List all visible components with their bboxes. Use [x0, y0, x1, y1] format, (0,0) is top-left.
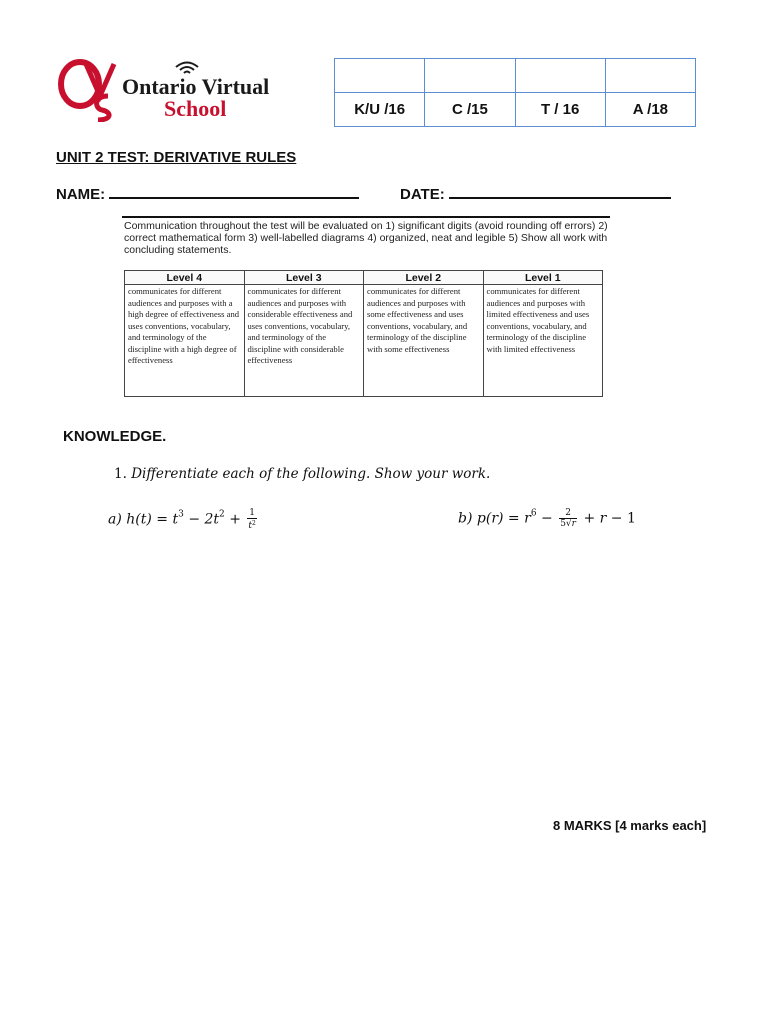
part-a-fraction-denominator [247, 519, 256, 531]
part-b-fraction-denominator [559, 519, 577, 529]
rubric-header-level-1: Level 1 [483, 271, 603, 285]
part-a-term2-exponent: 2 [219, 509, 225, 520]
date-field[interactable] [400, 186, 671, 203]
marks-box-c[interactable] [425, 59, 515, 93]
date-label: DATE: [400, 186, 445, 203]
question-1a-expression [108, 508, 259, 531]
part-a-lhs: h(t) [126, 511, 152, 528]
part-b-op2: + [583, 510, 596, 527]
part-b-term3: r [599, 510, 607, 527]
part-b-label: b) [458, 510, 473, 527]
marks-box-a[interactable] [605, 59, 695, 93]
rubric-cell-level-4: communicates for different audiences and purposes with a high degree of effectiveness and uses conventions, vocabulary, and terminology of the discipline with a high degree of effectiveness [125, 285, 245, 397]
part-b-den-var: r [571, 519, 576, 529]
date-blank[interactable] [449, 196, 671, 199]
marks-box-t[interactable] [515, 59, 605, 93]
question-number: 1. [114, 466, 127, 482]
logo-text-school: School [164, 96, 227, 121]
question-text: Differentiate each of the following. Show your work. [131, 466, 491, 482]
rubric-header-level-4: Level 4 [125, 271, 245, 285]
part-a-op1: − [188, 511, 201, 528]
marks-label-t: T / 16 [515, 93, 605, 127]
rubric-header-level-3: Level 3 [244, 271, 364, 285]
part-b-term1-exponent: 6 [530, 508, 537, 519]
rubric-cell-level-2: communicates for different audiences and purposes with some effectiveness and uses conventions, vocabulary, and terminology of the discipline with some effectiveness [364, 285, 484, 397]
part-b-lhs: p(r) [476, 510, 504, 527]
question-1 [114, 466, 490, 482]
rubric-header-level-2: Level 2 [364, 271, 484, 285]
part-a-label: a) [108, 511, 122, 528]
question-1b-expression [458, 508, 636, 529]
marks-note: 8 MARKS [4 marks each] [553, 818, 707, 833]
marks-label-a: A /18 [605, 93, 695, 127]
part-b-fraction-numerator: 2 [559, 508, 577, 519]
rubric-cell-level-3: communicates for different audiences and purposes with considerable effectiveness and uses conventions, vocabulary, and terminology of the discipline with considerable effectiveness [244, 285, 364, 397]
divider [122, 216, 610, 218]
section-heading-knowledge: KNOWLEDGE. [63, 428, 167, 445]
part-a-op2: + [229, 511, 241, 528]
part-b-den-radical: √ [565, 519, 572, 529]
name-label: NAME: [56, 186, 106, 203]
part-b-fraction [559, 508, 577, 529]
ovs-logo-icon [56, 56, 120, 122]
marks-label-c: C /15 [425, 93, 515, 127]
marks-label-ku: K/U /16 [335, 93, 425, 127]
part-a-term1: t [172, 511, 179, 528]
part-a-term1-exponent: 3 [178, 509, 184, 520]
communication-note: Communication throughout the test will be evaluated on 1) significant digits (avoid rounding off errors) 2) correct mathematical form 3) well-labelled diagrams 4) organized, neat and legible 5) Show all work with concluding statements. [124, 220, 608, 256]
test-title: UNIT 2 TEST: DERIVATIVE RULES [56, 149, 297, 166]
part-b-equals: = [507, 510, 520, 527]
logo-text-ontario-virtual: Ontario Virtual [122, 74, 270, 99]
communication-rubric [124, 270, 603, 397]
name-field[interactable] [56, 186, 359, 203]
part-a-equals: = [156, 511, 169, 528]
marks-table [334, 58, 696, 127]
part-a-fraction [247, 508, 256, 531]
part-a-den-var: t [248, 521, 253, 531]
part-b-term4: 1 [626, 510, 636, 527]
part-b-term1: r [524, 510, 531, 527]
rubric-cell-level-1: communicates for different audiences and purposes with limited effectiveness and uses conventions, vocabulary, and terminology of the discipline with limited effectiveness [483, 285, 603, 397]
part-b-op3: − [610, 510, 623, 527]
part-a-den-exponent: 2 [252, 520, 256, 527]
marks-box-ku[interactable] [335, 59, 425, 93]
school-logo [56, 56, 296, 122]
part-b-den-coef: 5 [560, 519, 566, 529]
name-blank[interactable] [109, 196, 359, 199]
part-a-term2: 2t [204, 511, 220, 528]
part-b-op1: − [541, 510, 553, 527]
part-a-fraction-numerator: 1 [249, 508, 256, 518]
